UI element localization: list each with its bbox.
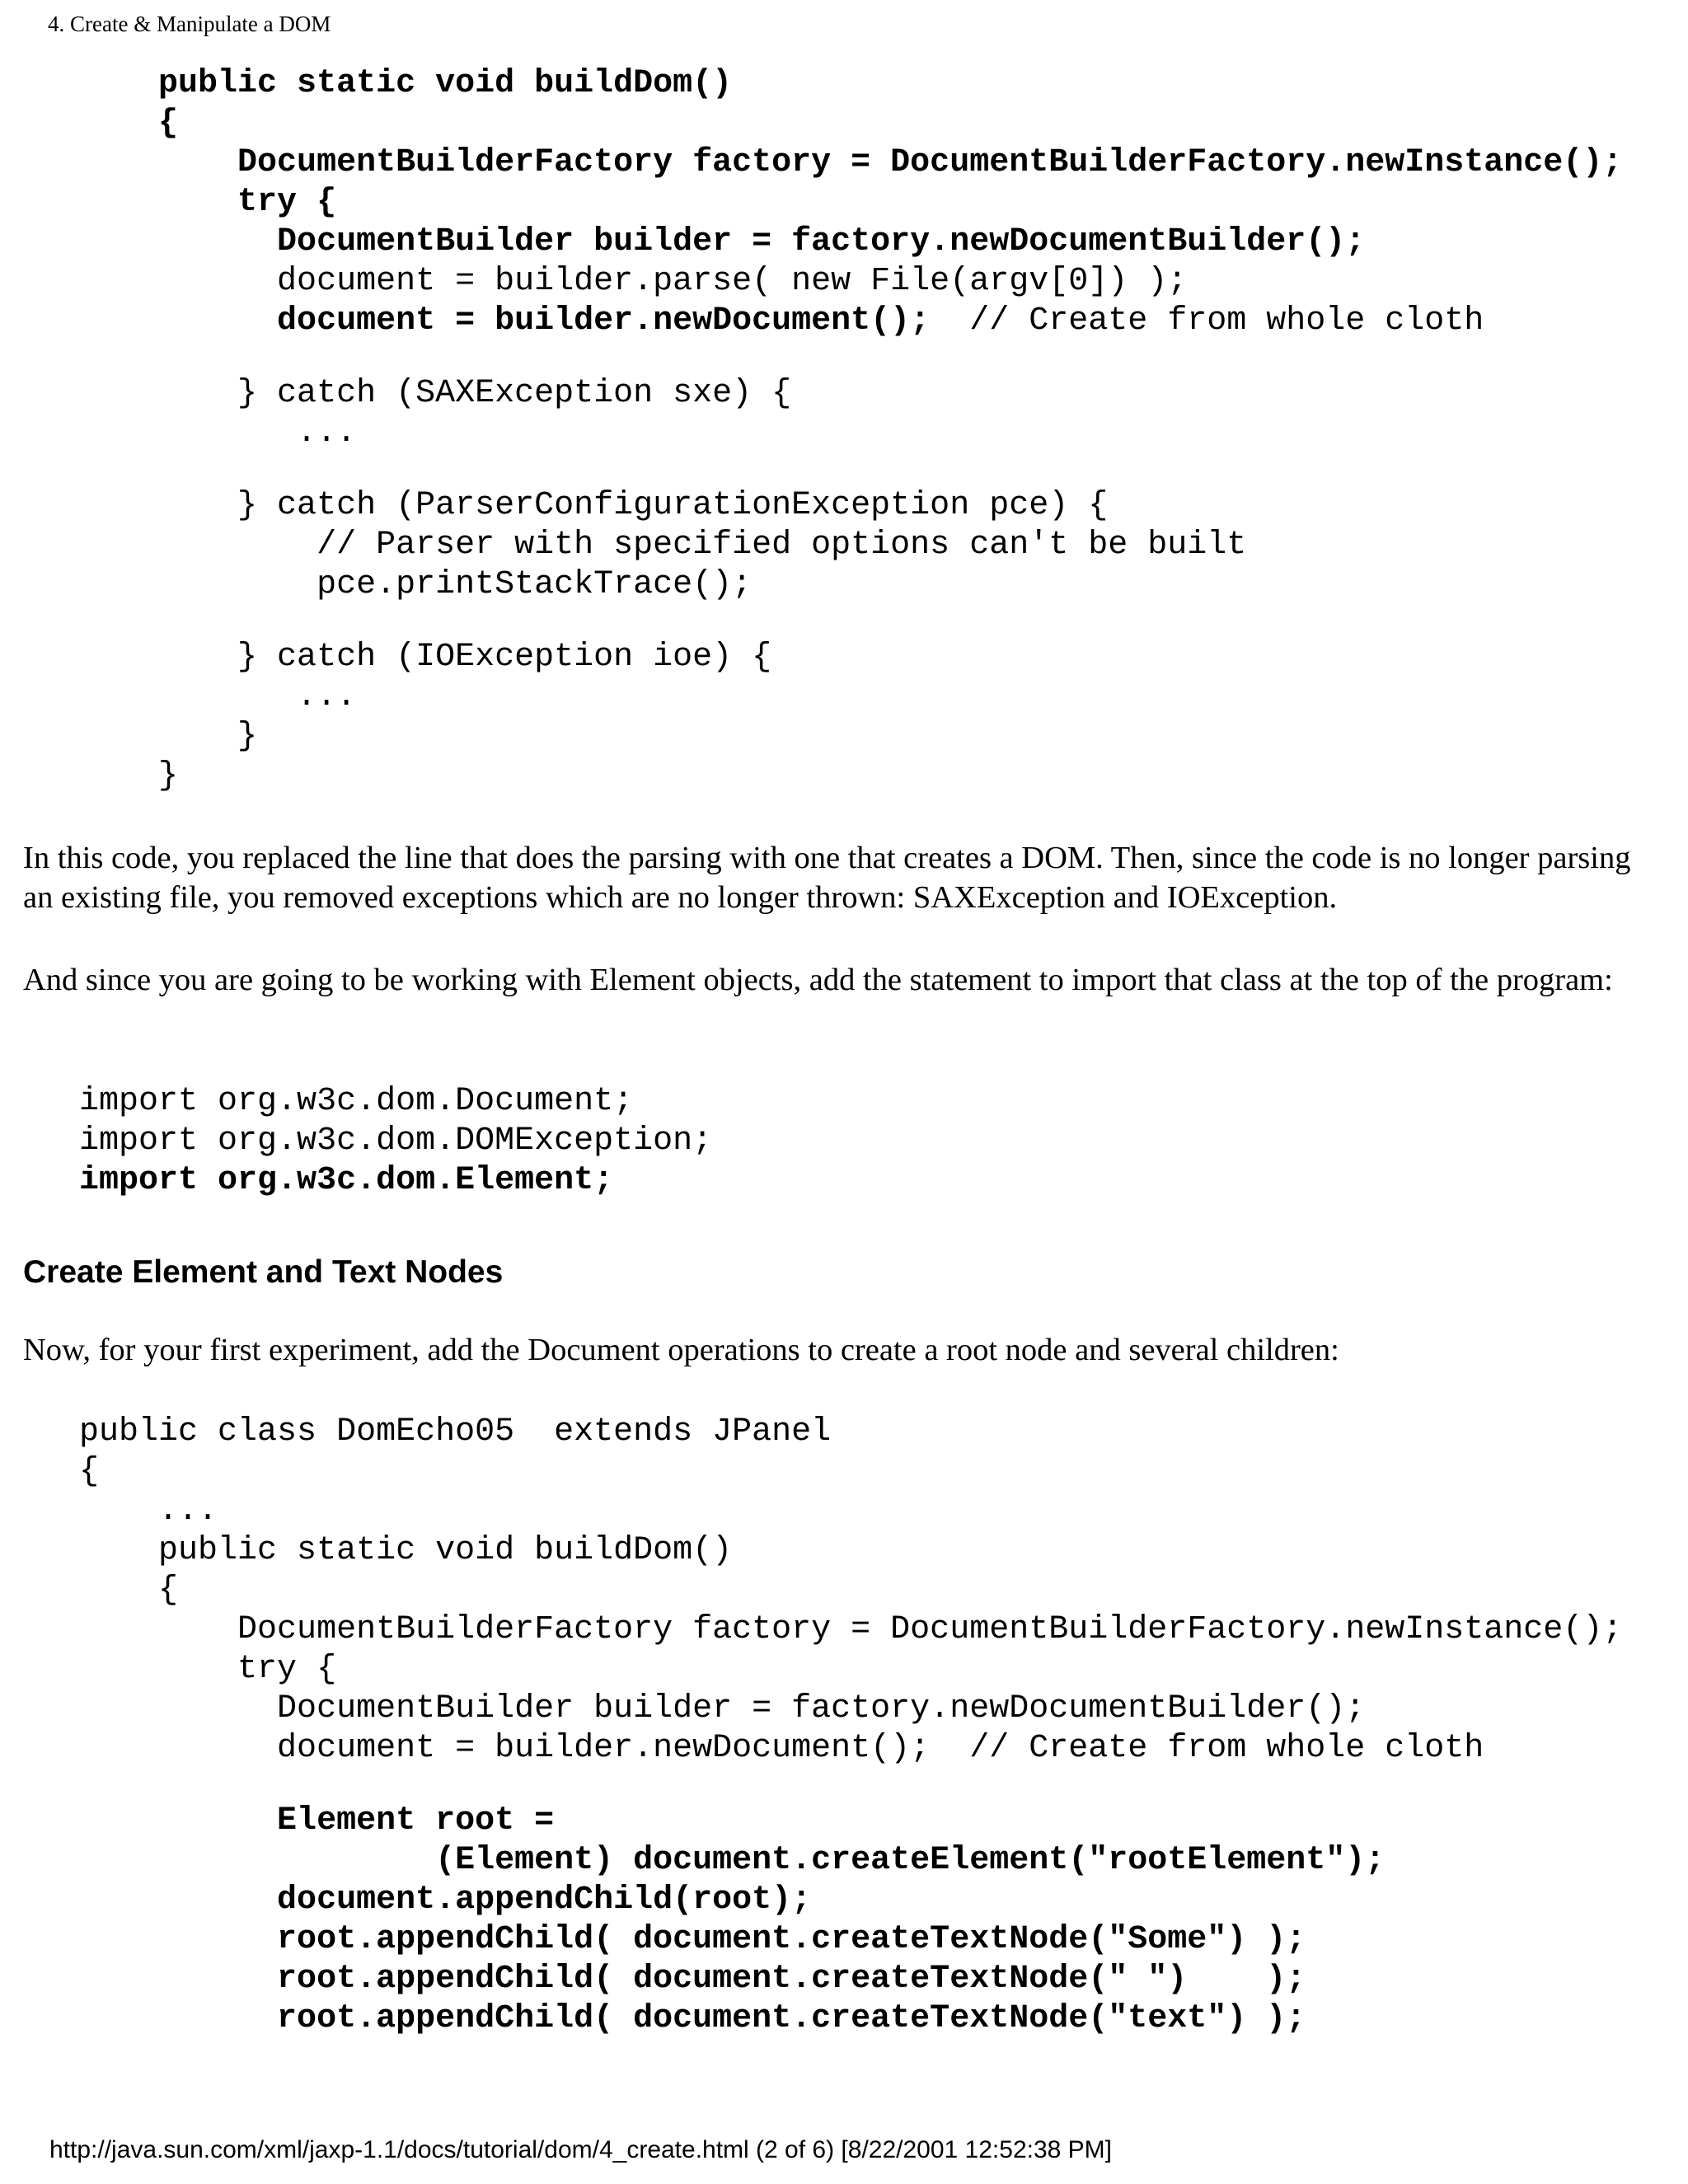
code-block-domecho05 [0, 1413, 1622, 2039]
code-line-text: } [0, 718, 258, 755]
code-line-text: document = builder.newDocument(); // Create from whole cloth [0, 1730, 1484, 1767]
code-line [0, 757, 1622, 796]
code-line [0, 262, 1622, 302]
code-line [0, 677, 1622, 717]
code-line [0, 104, 1622, 143]
code-line [0, 1413, 1622, 1452]
code-block-builddom [0, 64, 1622, 796]
code-line [0, 1999, 1622, 2039]
code-line-text: ... [0, 678, 357, 715]
code-comment: // Create from whole cloth [930, 302, 1484, 340]
code-line-text: root.appendChild( document.createTextNode("Some") ); [0, 1921, 1306, 1958]
code-line-text: document = builder.newDocument(); [0, 302, 931, 340]
code-line-text: pce.printStackTrace(); [0, 566, 753, 603]
code-line [0, 302, 1622, 341]
code-line [0, 565, 1622, 605]
code-line-text: { [0, 1572, 179, 1609]
code-line [0, 1802, 1622, 1841]
page-header: 4. Create & Manipulate a DOM [48, 12, 331, 36]
code-line [0, 223, 1622, 262]
code-line-text: document = builder.parse( new File(argv[0]) ); [0, 263, 1188, 300]
code-line-text: } catch (ParserConfigurationException pce) { [0, 487, 1109, 524]
code-line [0, 1492, 1622, 1531]
code-gap [0, 453, 1622, 486]
code-line-text: public static void buildDom() [0, 1532, 733, 1569]
code-line [0, 1531, 1622, 1571]
code-block-imports [0, 1082, 712, 1201]
code-line [0, 1122, 712, 1161]
code-line-text: document.appendChild(root); [0, 1882, 812, 1919]
code-line [0, 1571, 1622, 1610]
code-line-text: } catch (SAXException sxe) { [0, 375, 792, 412]
code-line-text: (Element) document.createElement("rootElement"); [0, 1842, 1386, 1879]
code-line-text: } [0, 757, 179, 794]
code-line-text: { [0, 105, 179, 142]
code-line [0, 1881, 1622, 1920]
code-line [0, 1960, 1622, 1999]
code-line [0, 717, 1622, 757]
code-line [0, 64, 1622, 104]
code-gap [0, 341, 1622, 374]
code-line-text: DocumentBuilder builder = factory.newDocumentBuilder(); [0, 1690, 1366, 1727]
code-line-text: ... [0, 1493, 218, 1530]
code-line [0, 1610, 1622, 1650]
code-line-text: DocumentBuilderFactory factory = DocumentBuilderFactory.newInstance(); [0, 1611, 1623, 1648]
code-line-text: } catch (IOException ioe) { [0, 639, 772, 676]
code-line [0, 374, 1622, 414]
code-line [0, 1161, 712, 1201]
code-line [0, 183, 1622, 223]
page-footer-url: http://java.sun.com/xml/jaxp-1.1/docs/tutorial/dom/4_create.html (2 of 6) [8/22/2001 12:52:38 PM] [49, 2136, 1113, 2163]
code-line-text: DocumentBuilderFactory factory = DocumentBuilderFactory.newInstance(); [0, 144, 1623, 181]
code-line-text: import org.w3c.dom.Element; [0, 1162, 614, 1199]
code-line [0, 1729, 1622, 1769]
code-line [0, 1452, 1622, 1492]
code-line-text: try { [0, 1651, 337, 1688]
code-line [0, 486, 1622, 526]
section-heading: Create Element and Text Nodes [23, 1254, 504, 1290]
code-line-text: try { [0, 184, 337, 221]
code-line-text: root.appendChild( document.createTextNode(" ") ); [0, 1961, 1306, 1998]
code-line [0, 1920, 1622, 1960]
code-line [0, 638, 1622, 677]
code-gap [0, 605, 1622, 638]
code-line [0, 1650, 1622, 1690]
code-line [0, 1082, 712, 1122]
code-line-text: root.appendChild( document.createTextNode("text") ); [0, 2000, 1306, 2037]
code-line [0, 414, 1622, 453]
code-line [0, 1690, 1622, 1729]
code-line-text: import org.w3c.dom.Document; [0, 1083, 634, 1120]
code-line-text: public static void buildDom() [0, 65, 733, 102]
code-line-text: ... [0, 415, 357, 452]
code-gap [0, 1769, 1622, 1802]
code-line [0, 526, 1622, 565]
paragraph-import-element: And since you are going to be working with Element objects, add the statement to import that class at the top of the program: [23, 963, 1613, 997]
code-line-text: import org.w3c.dom.DOMException; [0, 1122, 713, 1160]
code-line-text: DocumentBuilder builder = factory.newDocumentBuilder(); [0, 223, 1366, 260]
paragraph-first-experiment: Now, for your first experiment, add the Document operations to create a root node and several children: [23, 1333, 1339, 1367]
code-line-text: { [0, 1453, 100, 1490]
code-line [0, 143, 1622, 183]
code-line-text: public class DomEcho05 extends JPanel [0, 1413, 832, 1451]
code-line-text: Element root = [0, 1802, 555, 1840]
code-line-text: // Parser with specified options can't be built [0, 527, 1247, 564]
code-line [0, 1841, 1622, 1881]
paragraph-replaced-parsing: In this code, you replaced the line that does the parsing with one that creates a DOM. Then, since the code is no longer parsing an existing file, you removed exceptions which are no longer thrown: SAXException and IOException. [23, 841, 1631, 915]
